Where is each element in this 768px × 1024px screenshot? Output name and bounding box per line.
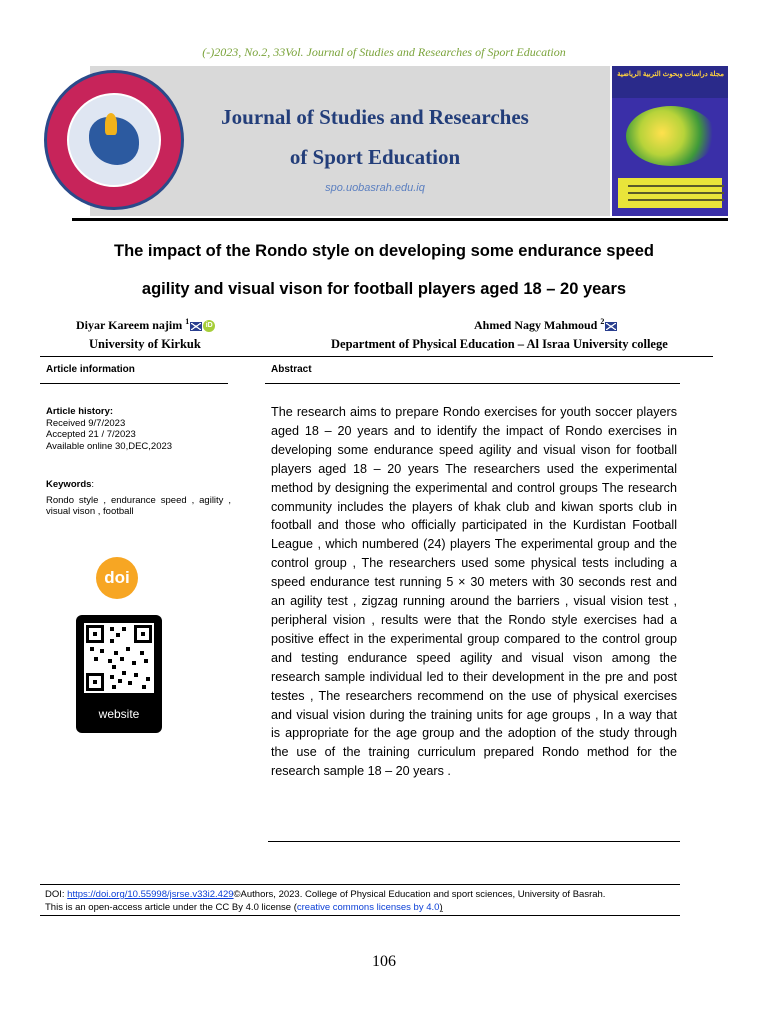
license-prefix: This is an open-access article under the CC By 4.0 license ( [45, 902, 297, 913]
author-1-affiliation: University of Kirkuk [89, 337, 201, 351]
qr-module [122, 627, 126, 631]
qr-module [90, 647, 94, 651]
qr-module [128, 681, 132, 685]
qr-module [144, 659, 148, 663]
abstract-rule-top [265, 383, 680, 384]
keywords-list: Rondo style , endurance speed , agility , visual vison , football [46, 494, 231, 517]
journal-cover-image [612, 66, 728, 216]
keywords-label: Keywords [46, 479, 92, 490]
college-logo-icon [44, 70, 184, 210]
paper-title [40, 232, 728, 308]
cover-band-line [628, 192, 724, 194]
qr-module [110, 627, 114, 631]
abstract-body: The research aims to prepare Rondo exercises for youth soccer players aged 18 – 20 years and to identify the impact of Rondo exercises in developing some endurance speed agility and visual vison for football players aged 18 – 20 years The researchers used the experimental method by designing the experimental and control groups The research community includes the players of khak club and kiwan sports club in football and those who officially participated in the Kurdistan Football League , which numbered (24) players The experimental group and the control group , The researchers used some physical tests including a speed endurance test running 5 × 30 meters with 30 seconds rest and an agility test , zigzag running around the barriers , visual vision test , peripheral vision , results were that the Rondo style exercises had a positive effect in the experimental group compared to the control group and testing endurance speed agility and visual vison among the research sample individual led to their development in the pre and post testes , The researchers recommend on the use of physical exercises and visual vision during the training units for age groups , In a way that is appropriate for the age group and the adoption of the study through the use of the training curriculum prepared Rondo method for the research sample 18 – 20 years . [271, 405, 677, 779]
author-1-sup: 1 [185, 317, 190, 326]
qr-module [110, 639, 114, 643]
footer-rule-bottom [40, 915, 680, 916]
qr-module [114, 651, 118, 655]
header-divider [72, 218, 728, 221]
keywords-block [46, 479, 231, 518]
qr-module [120, 657, 124, 661]
qr-module [134, 673, 138, 677]
qr-module [110, 675, 114, 679]
history-label: Article history: [46, 406, 114, 417]
qr-finder [86, 673, 104, 691]
orcid-icon[interactable]: iD [203, 320, 215, 332]
doi-prefix: DOI: [45, 889, 68, 900]
qr-module [132, 661, 136, 665]
qr-module [100, 649, 104, 653]
author-1 [76, 317, 215, 333]
article-history [46, 406, 231, 452]
qr-module [140, 651, 144, 655]
author-2-name: Ahmed Nagy Mahmoud [474, 318, 598, 332]
qr-code-icon [84, 623, 154, 693]
keywords-colon: : [91, 479, 95, 490]
received-date: Received 9/7/2023 [46, 417, 126, 429]
page-number: 106 [372, 953, 396, 970]
footer-doi-line [45, 889, 685, 901]
qr-website-label: website [98, 707, 140, 721]
cover-band-line [628, 185, 724, 187]
abstract-rule-bottom [268, 841, 680, 842]
journal-title-line1: Journal of Studies and Researches [221, 105, 529, 129]
author-1-name: Diyar Kareem najim [76, 318, 183, 332]
qr-module [108, 659, 112, 663]
doi-link[interactable]: https://doi.org/10.55998/jsrse.v33i2.429 [67, 889, 234, 900]
doi-badge-icon[interactable]: doi [96, 557, 138, 599]
author-2-sup: 2 [600, 317, 605, 326]
logo-torch-shape [105, 113, 117, 135]
email-icon[interactable] [605, 322, 617, 331]
cover-band-line [628, 199, 724, 201]
email-icon[interactable] [190, 322, 202, 331]
qr-module [126, 647, 130, 651]
doi-suffix: ©Authors, 2023. College of Physical Education and sport sciences, University of Basrah. [233, 889, 606, 900]
authors-divider [40, 356, 713, 357]
article-info-heading: Article information [46, 364, 135, 375]
journal-url[interactable]: spo.uobasrah.edu.iq [325, 182, 425, 194]
qr-finder [134, 625, 152, 643]
journal-title [190, 97, 560, 177]
qr-module [116, 633, 120, 637]
paper-title-line1: The impact of the Rondo style on developing some endurance speed [113, 242, 654, 260]
qr-module [94, 657, 98, 661]
available-online-date: Available online 30,DEC,2023 [46, 440, 173, 452]
logo-emblem [67, 93, 161, 187]
qr-module [112, 685, 116, 689]
author-2-affiliation: Department of Physical Education – Al Israa University college [331, 337, 668, 351]
qr-module [118, 679, 122, 683]
website-qr-code[interactable] [76, 615, 162, 733]
cover-artwork [626, 106, 716, 166]
cover-title: مجلة دراسات وبحوث التربية الرياضية [617, 71, 724, 78]
journal-title-line2: of Sport Education [289, 145, 461, 169]
qr-module [142, 685, 146, 689]
paper-title-line2: agility and visual vison for football players aged 18 – 20 years [141, 280, 627, 298]
running-header: (-)2023, No.2, 33Vol. Journal of Studies and Researches of Sport Education [202, 45, 566, 59]
cover-footer-band [618, 178, 722, 208]
qr-finder [86, 625, 104, 643]
qr-module [112, 665, 116, 669]
accepted-date: Accepted 21 / 7/2023 [46, 429, 136, 440]
article-info-rule [40, 383, 228, 384]
author-2 [474, 317, 617, 333]
qr-module [122, 671, 126, 675]
abstract-heading: Abstract [271, 364, 312, 375]
license-suffix: ) [439, 902, 443, 913]
footer-license-line [45, 902, 685, 914]
license-link[interactable]: creative commons licenses by 4.0 [296, 902, 440, 913]
footer-rule-top [40, 884, 680, 885]
qr-module [146, 677, 150, 681]
